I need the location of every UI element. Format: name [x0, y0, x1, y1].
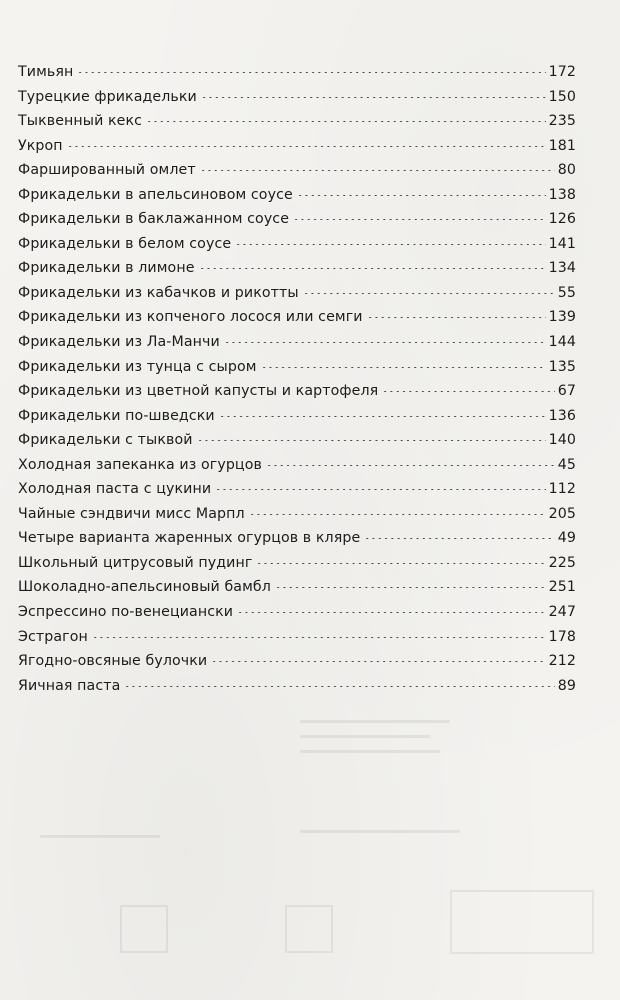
index-entry-page-number: 126 — [548, 211, 576, 228]
dot-leader — [201, 97, 546, 98]
index-entry-title: Эстрагон — [18, 628, 88, 645]
index-entry-page-number: 139 — [548, 309, 576, 326]
show-through-barcode-mark — [450, 890, 594, 954]
show-through-qr-mark — [285, 905, 333, 953]
index-entry-page-number: 181 — [548, 137, 576, 154]
index-entry — [18, 432, 576, 457]
index-entry-page-number: 134 — [548, 260, 576, 277]
index-entry-page-number: 80 — [557, 162, 576, 179]
index-entry-title: Фрикадельки с тыквой — [18, 432, 193, 449]
dot-leader — [219, 416, 546, 417]
show-through-mark — [300, 750, 440, 753]
dot-leader — [77, 72, 545, 73]
index-entry-title: Яичная паста — [18, 677, 121, 694]
index-entry-page-number: 140 — [548, 432, 576, 449]
index-entry-page-number: 141 — [548, 235, 576, 252]
index-entry — [18, 89, 576, 114]
index-entry — [18, 309, 576, 334]
index-entry — [18, 457, 576, 482]
index-entry — [18, 629, 576, 654]
dot-leader — [266, 465, 555, 466]
index-entry-page-number: 172 — [548, 64, 576, 80]
index-entry-page-number: 212 — [548, 653, 576, 670]
index-entry-title: Фрикадельки из цветной капусты и картофеля — [18, 383, 379, 400]
dot-leader — [237, 612, 545, 613]
dot-leader — [303, 293, 555, 294]
recipe-index-list — [18, 64, 576, 702]
index-entry — [18, 506, 576, 531]
show-through-mark — [300, 735, 430, 738]
dot-leader — [261, 367, 546, 368]
index-entry — [18, 604, 576, 629]
index-entry — [18, 334, 576, 359]
index-entry-title: Шоколадно-апельсиновый бамбл — [18, 579, 271, 596]
dot-leader — [249, 514, 546, 515]
index-entry-title: Холодная паста с цукини — [18, 481, 212, 498]
index-entry-page-number: 55 — [557, 284, 576, 301]
show-through-mark — [300, 830, 460, 833]
index-entry — [18, 138, 576, 163]
index-entry — [18, 64, 576, 89]
index-entry-title: Чайные сэндвичи мисс Марпл — [18, 505, 245, 522]
index-entry-page-number: 247 — [548, 604, 576, 621]
index-entry — [18, 408, 576, 433]
dot-leader — [293, 219, 546, 220]
dot-leader — [146, 121, 546, 122]
index-entry-title: Эспрессино по-венециански — [18, 604, 234, 621]
index-entry-title: Тыквенный кекс — [18, 113, 143, 130]
index-entry-page-number: 150 — [548, 88, 576, 105]
index-entry — [18, 678, 576, 703]
index-entry-page-number: 49 — [557, 530, 576, 547]
index-entry-page-number: 225 — [548, 554, 576, 571]
dot-leader — [382, 391, 554, 392]
index-entry-title: Укроп — [18, 137, 63, 154]
index-entry-page-number: 138 — [548, 186, 576, 203]
index-entry — [18, 260, 576, 285]
index-entry-title: Ягодно-овсяные булочки — [18, 653, 208, 670]
dot-leader — [200, 170, 555, 171]
show-through-qr-mark — [120, 905, 168, 953]
index-entry — [18, 383, 576, 408]
index-entry-title: Фрикадельки в лимоне — [18, 260, 195, 277]
dot-leader — [197, 440, 546, 441]
index-entry-title: Фрикадельки из Ла-Манчи — [18, 334, 220, 351]
index-entry-title: Фрикадельки в белом соусе — [18, 235, 232, 252]
dot-leader — [92, 637, 546, 638]
index-entry — [18, 555, 576, 580]
index-entry-title: Тимьян — [18, 64, 74, 80]
index-entry-page-number: 178 — [548, 628, 576, 645]
index-entry-title: Фрикадельки из копченого лосося или семги — [18, 309, 363, 326]
index-entry-page-number: 135 — [548, 358, 576, 375]
index-entry — [18, 653, 576, 678]
index-entry — [18, 211, 576, 236]
index-entry-title: Фаршированный омлет — [18, 162, 196, 179]
index-entry — [18, 481, 576, 506]
index-entry-title: Фрикадельки из тунца с сыром — [18, 358, 257, 375]
index-entry — [18, 162, 576, 187]
index-entry — [18, 285, 576, 310]
dot-leader — [367, 317, 546, 318]
dot-leader — [256, 563, 545, 564]
index-entry-title: Школьный цитрусовый пудинг — [18, 554, 253, 571]
index-entry-page-number: 144 — [548, 334, 576, 351]
dot-leader — [224, 342, 546, 343]
dot-leader — [67, 146, 546, 147]
index-entry-title: Фрикадельки в баклажанном соусе — [18, 211, 290, 228]
dot-leader — [275, 587, 546, 588]
index-entry-page-number: 67 — [557, 383, 576, 400]
dot-leader — [364, 538, 554, 539]
index-entry-page-number: 251 — [548, 579, 576, 596]
index-entry-title: Холодная запеканка из огурцов — [18, 456, 262, 473]
dot-leader — [199, 268, 546, 269]
dot-leader — [215, 489, 545, 490]
index-entry — [18, 359, 576, 384]
dot-leader — [124, 686, 554, 687]
index-entry-page-number: 112 — [548, 481, 576, 498]
show-through-mark — [300, 720, 450, 723]
index-entry — [18, 579, 576, 604]
index-entry-title: Четыре варианта жаренных огурцов в кляре — [18, 530, 361, 547]
index-entry-title: Фрикадельки по-шведски — [18, 407, 215, 424]
index-entry-page-number: 136 — [548, 407, 576, 424]
index-entry — [18, 187, 576, 212]
dot-leader — [297, 195, 546, 196]
index-entry — [18, 236, 576, 261]
index-entry-page-number: 89 — [557, 677, 576, 694]
index-entry-page-number: 205 — [548, 505, 576, 522]
index-entry-page-number: 45 — [557, 456, 576, 473]
dot-leader — [211, 661, 545, 662]
dot-leader — [235, 244, 545, 245]
index-entry-title: Фрикадельки из кабачков и рикотты — [18, 284, 299, 301]
index-entry — [18, 113, 576, 138]
index-entry-title: Турецкие фрикадельки — [18, 88, 197, 105]
show-through-mark — [40, 835, 160, 838]
index-entry — [18, 530, 576, 555]
index-entry-title: Фрикадельки в апельсиновом соусе — [18, 186, 293, 203]
index-entry-page-number: 235 — [548, 113, 576, 130]
